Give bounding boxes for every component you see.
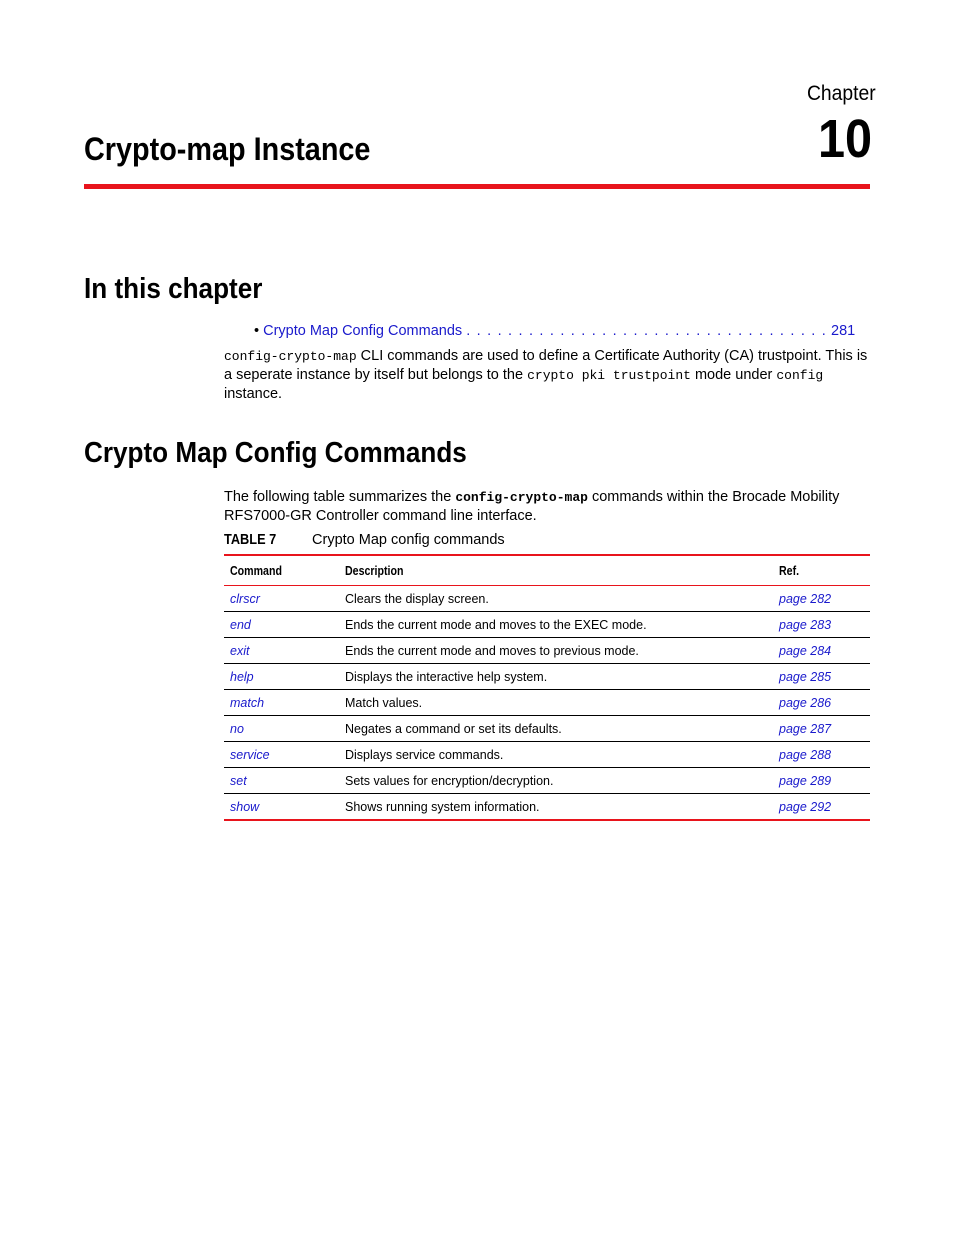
command-cell[interactable] xyxy=(224,664,339,690)
inline-code: config-crypto-map xyxy=(455,490,588,505)
description-cell: Shows running system information. xyxy=(339,794,773,821)
command-link[interactable]: help xyxy=(230,669,254,684)
inline-code: config-crypto-map xyxy=(224,349,357,364)
table-header-row xyxy=(224,555,870,586)
table-row xyxy=(224,612,870,638)
toc-leader-dots: . . . . . . . . . . . . . . . . . . . . . . . . . . . . . . . . . . . xyxy=(466,323,827,339)
table-row xyxy=(224,638,870,664)
inline-code: crypto pki trustpoint xyxy=(527,368,691,383)
description-cell: Clears the display screen. xyxy=(339,586,773,612)
intro-text: CLI commands are used to define a Certificate Authority (CA) trustpoint. This is a seperate instance by itself but belongs to the xyxy=(224,348,868,383)
inline-code: config xyxy=(776,368,824,383)
column-header-command: Command xyxy=(224,555,339,586)
command-link[interactable]: clrscr xyxy=(230,591,260,606)
table-row xyxy=(224,742,870,768)
page-ref-link[interactable]: page 283 xyxy=(779,617,832,632)
table-row xyxy=(224,768,870,794)
toc-bullet: • xyxy=(254,323,260,339)
toc-link[interactable]: Crypto Map Config Commands xyxy=(263,323,463,339)
command-cell[interactable] xyxy=(224,742,339,768)
ref-cell[interactable] xyxy=(773,690,870,716)
description-cell: Sets values for encryption/decryption. xyxy=(339,768,773,794)
command-link[interactable]: show xyxy=(230,799,260,814)
table-row xyxy=(224,664,870,690)
table-row xyxy=(224,716,870,742)
command-cell[interactable] xyxy=(224,586,339,612)
command-cell[interactable] xyxy=(224,794,339,821)
page-ref-link[interactable]: page 289 xyxy=(779,773,832,788)
chapter-label: Chapter xyxy=(807,82,876,105)
chapter-title: Crypto-map Instance xyxy=(84,131,371,167)
summary-text: commands within the Brocade Mobility RFS7000-GR Controller command line interface. xyxy=(224,489,840,524)
ref-cell[interactable] xyxy=(773,794,870,821)
description-cell: Match values. xyxy=(339,690,773,716)
ref-cell[interactable] xyxy=(773,742,870,768)
section-heading-crypto-map-config-commands: Crypto Map Config Commands xyxy=(84,437,467,469)
section-heading-in-this-chapter: In this chapter xyxy=(84,273,263,305)
command-link[interactable]: end xyxy=(230,617,251,632)
command-cell[interactable] xyxy=(224,638,339,664)
intro-text: mode under xyxy=(690,367,777,383)
page-ref-link[interactable]: page 284 xyxy=(779,643,832,658)
table-caption xyxy=(224,532,505,548)
description-cell: Ends the current mode and moves to previous mode. xyxy=(339,638,773,664)
command-cell[interactable] xyxy=(224,612,339,638)
command-link[interactable]: no xyxy=(230,721,244,736)
description-cell: Displays the interactive help system. xyxy=(339,664,773,690)
command-link[interactable]: service xyxy=(230,747,270,762)
table-row xyxy=(224,794,870,821)
ref-cell[interactable] xyxy=(773,586,870,612)
summary-text: The following table summarizes the xyxy=(224,489,456,505)
command-cell[interactable] xyxy=(224,690,339,716)
toc-entry[interactable] xyxy=(254,323,855,339)
ref-cell[interactable] xyxy=(773,664,870,690)
command-cell[interactable] xyxy=(224,768,339,794)
description-cell: Negates a command or set its defaults. xyxy=(339,716,773,742)
description-cell: Displays service commands. xyxy=(339,742,773,768)
table-label: TABLE 7 xyxy=(224,532,277,548)
command-link[interactable]: exit xyxy=(230,643,250,658)
chapter-number: 10 xyxy=(817,109,872,169)
command-cell[interactable] xyxy=(224,716,339,742)
command-link[interactable]: set xyxy=(230,773,247,788)
page-ref-link[interactable]: page 285 xyxy=(779,669,832,684)
page-ref-link[interactable]: page 292 xyxy=(779,799,832,814)
column-header-description: Description xyxy=(339,555,773,586)
command-link[interactable]: match xyxy=(230,695,265,710)
ref-cell[interactable] xyxy=(773,612,870,638)
page-ref-link[interactable]: page 288 xyxy=(779,747,832,762)
page-ref-link[interactable]: page 287 xyxy=(779,721,832,736)
table-caption-text: Crypto Map config commands xyxy=(312,532,505,548)
page-ref-link[interactable]: page 286 xyxy=(779,695,832,710)
intro-text: instance. xyxy=(224,386,283,402)
title-rule xyxy=(84,184,870,189)
page-ref-link[interactable]: page 282 xyxy=(779,591,832,606)
ref-cell[interactable] xyxy=(773,638,870,664)
ref-cell[interactable] xyxy=(773,768,870,794)
summary-paragraph xyxy=(224,488,872,526)
ref-cell[interactable] xyxy=(773,716,870,742)
commands-table xyxy=(224,554,870,821)
intro-paragraph xyxy=(224,347,872,404)
table-row xyxy=(224,690,870,716)
toc-page-number[interactable]: 281 xyxy=(831,323,856,339)
column-header-ref: Ref. xyxy=(773,555,870,586)
description-cell: Ends the current mode and moves to the EXEC mode. xyxy=(339,612,773,638)
table-row xyxy=(224,586,870,612)
